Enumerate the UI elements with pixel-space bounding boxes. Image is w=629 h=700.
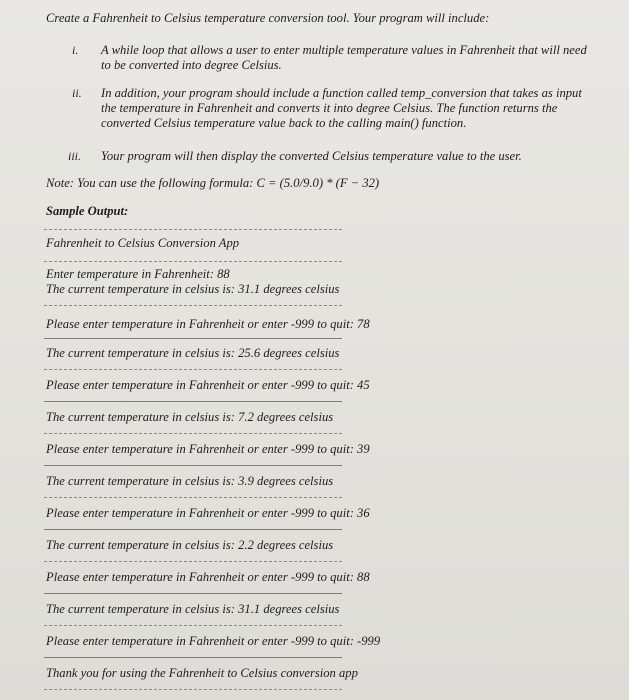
divider xyxy=(44,657,342,658)
item-2-line-1: In addition, your program should include a function called temp_conversion that takes as input xyxy=(101,86,582,100)
divider xyxy=(44,561,342,562)
sample-line: Enter temperature in Fahrenheit: 88 xyxy=(46,267,230,281)
divider xyxy=(44,261,342,262)
sample-line: Please enter temperature in Fahrenheit or enter -999 to quit: 45 xyxy=(46,378,370,392)
sample-line: Please enter temperature in Fahrenheit or enter -999 to quit: 39 xyxy=(46,442,370,456)
sample-line: Please enter temperature in Fahrenheit or enter -999 to quit: 88 xyxy=(46,570,370,584)
item-2-marker: ii. xyxy=(72,86,82,100)
sample-line: The current temperature in celsius is: 25.6 degrees celsius xyxy=(46,346,340,360)
divider xyxy=(44,229,342,230)
divider xyxy=(44,593,342,594)
sample-line: The current temperature in celsius is: 31.1 degrees celsius xyxy=(46,282,340,296)
divider xyxy=(44,305,342,306)
item-3-line-1: Your program will then display the converted Celsius temperature value to the user. xyxy=(101,149,522,163)
sample-line: The current temperature in celsius is: 31.1 degrees celsius xyxy=(46,602,340,616)
formula-note: Note: You can use the following formula: C = (5.0/9.0) * (F − 32) xyxy=(46,176,380,190)
sample-line: The current temperature in celsius is: 3.9 degrees celsius xyxy=(46,474,334,488)
divider xyxy=(44,401,342,402)
item-1-line-2: to be converted into degree Celsius. xyxy=(101,58,282,72)
item-2-line-2: the temperature in Fahrenheit and converts it into degree Celsius. The function returns the xyxy=(101,101,558,115)
item-2-line-3: converted Celsius temperature value back to the calling main() function. xyxy=(101,116,467,130)
divider xyxy=(44,465,342,466)
sample-line: Please enter temperature in Fahrenheit or enter -999 to quit: -999 xyxy=(46,634,381,648)
divider xyxy=(44,625,342,626)
divider xyxy=(44,433,342,434)
divider xyxy=(44,338,342,339)
sample-line: Please enter temperature in Fahrenheit or enter -999 to quit: 36 xyxy=(46,506,370,520)
divider xyxy=(44,529,342,530)
sample-line: The current temperature in celsius is: 2.2 degrees celsius xyxy=(46,538,334,552)
sample-output-heading: Sample Output: xyxy=(46,204,129,218)
sample-line: The current temperature in celsius is: 7.2 degrees celsius xyxy=(46,410,334,424)
divider xyxy=(44,369,342,370)
sample-line-goodbye: Thank you for using the Fahrenheit to Celsius conversion app xyxy=(46,666,358,680)
divider xyxy=(44,497,342,498)
intro-text: Create a Fahrenheit to Celsius temperature conversion tool. Your program will include: xyxy=(46,11,490,25)
item-1-marker: i. xyxy=(72,43,79,57)
sample-line: Please enter temperature in Fahrenheit or enter -999 to quit: 78 xyxy=(46,317,370,331)
divider xyxy=(44,689,342,690)
item-1-line-1: A while loop that allows a user to enter multiple temperature values in Fahrenheit that will need xyxy=(101,43,587,57)
sample-line-title: Fahrenheit to Celsius Conversion App xyxy=(46,236,240,250)
item-3-marker: iii. xyxy=(68,149,82,163)
